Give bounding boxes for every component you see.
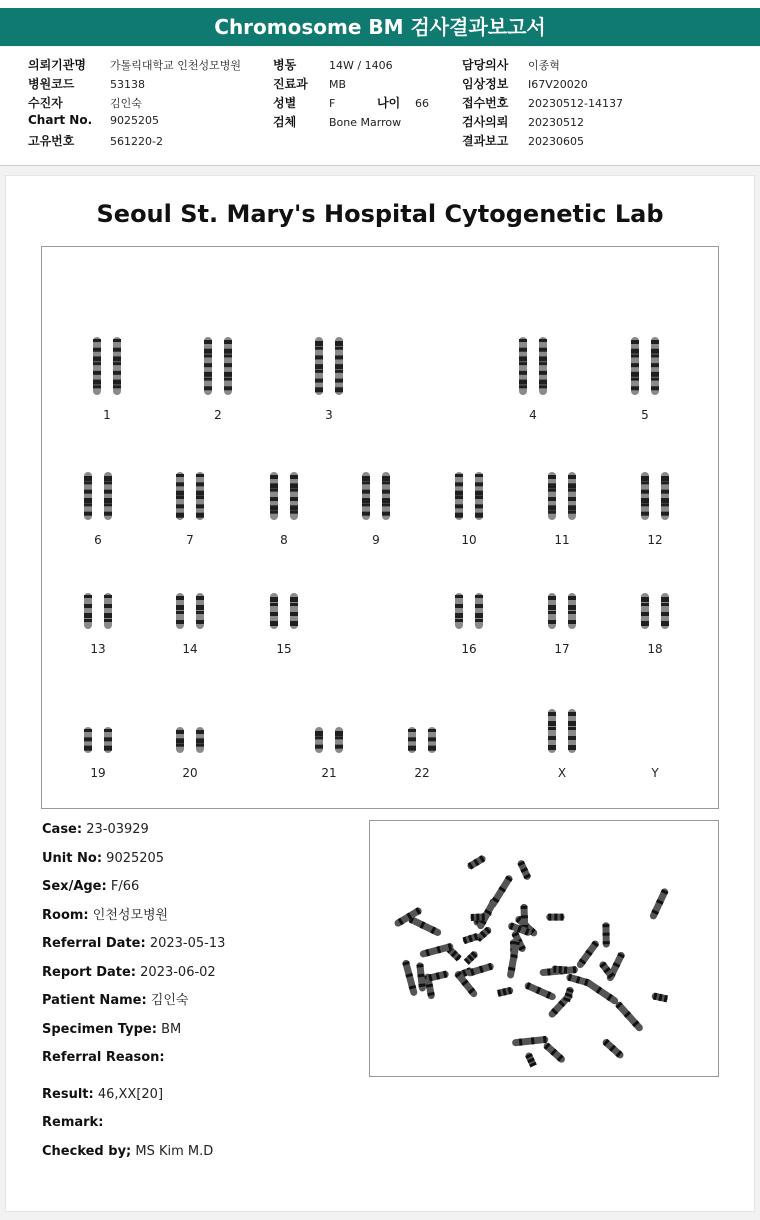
metaphase-chromosome xyxy=(524,981,557,1001)
info-row: 담당의사 이종혁 xyxy=(462,58,560,72)
metaphase-chromosome xyxy=(512,1036,549,1047)
case-row: Room: 인천성모병원 xyxy=(42,907,169,923)
chromosome-pair xyxy=(511,336,555,396)
metaphase-chromosome xyxy=(470,913,487,921)
chromosome-pair xyxy=(76,726,120,754)
chromosome-label: Y xyxy=(651,766,659,780)
chromosome-label: 22 xyxy=(414,766,430,780)
case-row: Report Date: 2023-06-02 xyxy=(42,964,216,980)
info-row: Chart No. 9025205 xyxy=(28,113,159,127)
chromosome-pair xyxy=(623,336,667,396)
chromosome-label: 10 xyxy=(461,533,477,547)
metaphase-chromosome xyxy=(542,1041,566,1064)
chromosome-label: 1 xyxy=(103,408,111,422)
info-row: 성별 F 나이 66 xyxy=(273,96,429,110)
chromosome-label: 6 xyxy=(94,533,102,547)
chromosome-pair xyxy=(447,471,491,521)
case-row: Remark: xyxy=(42,1115,104,1130)
metaphase-chromosome xyxy=(426,970,450,982)
metaphase-chromosome xyxy=(601,1038,625,1060)
lab-title: Seoul St. Mary's Hospital Cytogenetic Lab xyxy=(96,200,664,228)
chromosome-label: 13 xyxy=(90,642,106,656)
chromosome-pair xyxy=(354,471,398,521)
chromosome-label: 12 xyxy=(647,533,663,547)
metaphase-chromosome xyxy=(419,942,454,958)
metaphase-chromosome xyxy=(466,962,495,977)
chromosome-pair xyxy=(307,336,351,396)
metaphase-chromosome xyxy=(563,986,574,1002)
metaphase-chromosome xyxy=(507,939,521,979)
chromosome-pair xyxy=(168,592,212,630)
metaphase-chromosome xyxy=(466,854,487,870)
metaphase-chromosome xyxy=(524,1051,536,1067)
chromosome-pair xyxy=(540,471,584,521)
chromosome-label: 5 xyxy=(641,408,649,422)
metaphase-spread xyxy=(370,821,718,1076)
metaphase-chromosome xyxy=(566,973,593,987)
chromosome-pair xyxy=(633,592,677,630)
metaphase-image xyxy=(369,820,719,1077)
case-row: Result: 46,XX[20] xyxy=(42,1086,164,1102)
case-row: Checked by; MS Kim M.D xyxy=(42,1143,214,1159)
case-row: Sex/Age: F/66 xyxy=(42,879,140,894)
info-row: 의뢰기관명 가톨릭대학교 인천성모병원 xyxy=(28,58,242,72)
info-column-3 xyxy=(462,56,623,151)
chromosome-pair xyxy=(196,336,240,396)
info-row: 병원코드 53138 xyxy=(28,77,145,91)
chromosome-pair xyxy=(76,592,120,630)
chromosome-label: X xyxy=(557,766,567,780)
info-row: 검체 Bone Marrow xyxy=(273,115,402,129)
metaphase-chromosome xyxy=(488,874,514,910)
karyogram-image xyxy=(41,246,719,809)
metaphase-chromosome xyxy=(602,922,609,948)
chromosome-label: 15 xyxy=(276,642,292,656)
chromosome-pair xyxy=(262,592,306,630)
metaphase-chromosome xyxy=(402,959,418,997)
metaphase-chromosome xyxy=(497,986,514,996)
chromosome-label: 14 xyxy=(182,642,198,656)
info-row: 검사의뢰 20230512 xyxy=(462,115,584,129)
chromosome-pair xyxy=(85,336,129,396)
patient-info-panel xyxy=(0,47,760,166)
case-row: Case: 23-03929 xyxy=(42,822,149,837)
case-row: Specimen Type: BM xyxy=(42,1021,182,1037)
metaphase-chromosome xyxy=(614,1000,644,1032)
info-column-2 xyxy=(273,56,429,132)
info-row: 임상정보 I67V20020 xyxy=(462,77,588,91)
metaphase-chromosome xyxy=(462,932,480,944)
metaphase-chromosome xyxy=(575,939,600,969)
chromosome-pair xyxy=(76,471,120,521)
case-info xyxy=(42,816,225,1166)
chromosome-label: 2 xyxy=(214,408,222,422)
age-label: 나이 xyxy=(377,96,401,110)
chromosome-pair xyxy=(262,471,306,521)
metaphase-chromosome xyxy=(416,962,426,992)
chromosome-label: 3 xyxy=(325,408,333,422)
metaphase-chromosome xyxy=(517,859,532,881)
report-sheet xyxy=(5,175,755,1212)
info-row: 접수번호 20230512-14137 xyxy=(462,96,623,110)
chromosome-pair xyxy=(307,726,351,754)
chromosome-label: 8 xyxy=(280,533,288,547)
metaphase-chromosome xyxy=(464,950,479,965)
chromosome-pair xyxy=(540,708,584,754)
case-row: Patient Name: 김인숙 xyxy=(42,993,189,1008)
chromosome-label: 20 xyxy=(182,766,198,780)
metaphase-chromosome xyxy=(551,965,568,973)
info-row: 병동 14W / 1406 xyxy=(273,58,393,72)
info-column-1 xyxy=(28,56,241,151)
chromosome-pair xyxy=(633,471,677,521)
chromosome-pair xyxy=(540,592,584,630)
info-row: 고유번호 561220-2 xyxy=(28,134,163,148)
chromosome-pair xyxy=(400,726,444,754)
chromosome-label: 16 xyxy=(461,642,477,656)
chromosome-label: 18 xyxy=(647,642,663,656)
chromosome-label: 11 xyxy=(554,533,570,547)
chromosome-label: 19 xyxy=(90,766,106,780)
case-row: Referral Reason: xyxy=(42,1050,165,1065)
chromosome-label: 4 xyxy=(529,408,537,422)
chromosome-pair xyxy=(168,726,212,754)
chromosome-label: 17 xyxy=(554,642,570,656)
age-value: 66 xyxy=(415,97,429,110)
chromosome-pair xyxy=(168,471,212,521)
metaphase-chromosome xyxy=(546,914,564,921)
info-row: 진료과 MB xyxy=(273,77,347,91)
case-row: Referral Date: 2023-05-13 xyxy=(42,936,226,951)
chromosome-label: 9 xyxy=(372,533,380,547)
info-row: 결과보고 20230605 xyxy=(462,134,584,148)
metaphase-chromosome xyxy=(649,887,669,920)
info-row: 수진자 김인숙 xyxy=(28,96,142,110)
chromosome-label: 21 xyxy=(321,766,337,780)
chromosome-pair xyxy=(447,592,491,630)
metaphase-chromosome xyxy=(651,992,668,1002)
report-title: Chromosome BM 검사결과보고서 xyxy=(0,8,760,46)
case-row: Unit No: 9025205 xyxy=(42,850,165,866)
chromosome-label: 7 xyxy=(186,533,194,547)
